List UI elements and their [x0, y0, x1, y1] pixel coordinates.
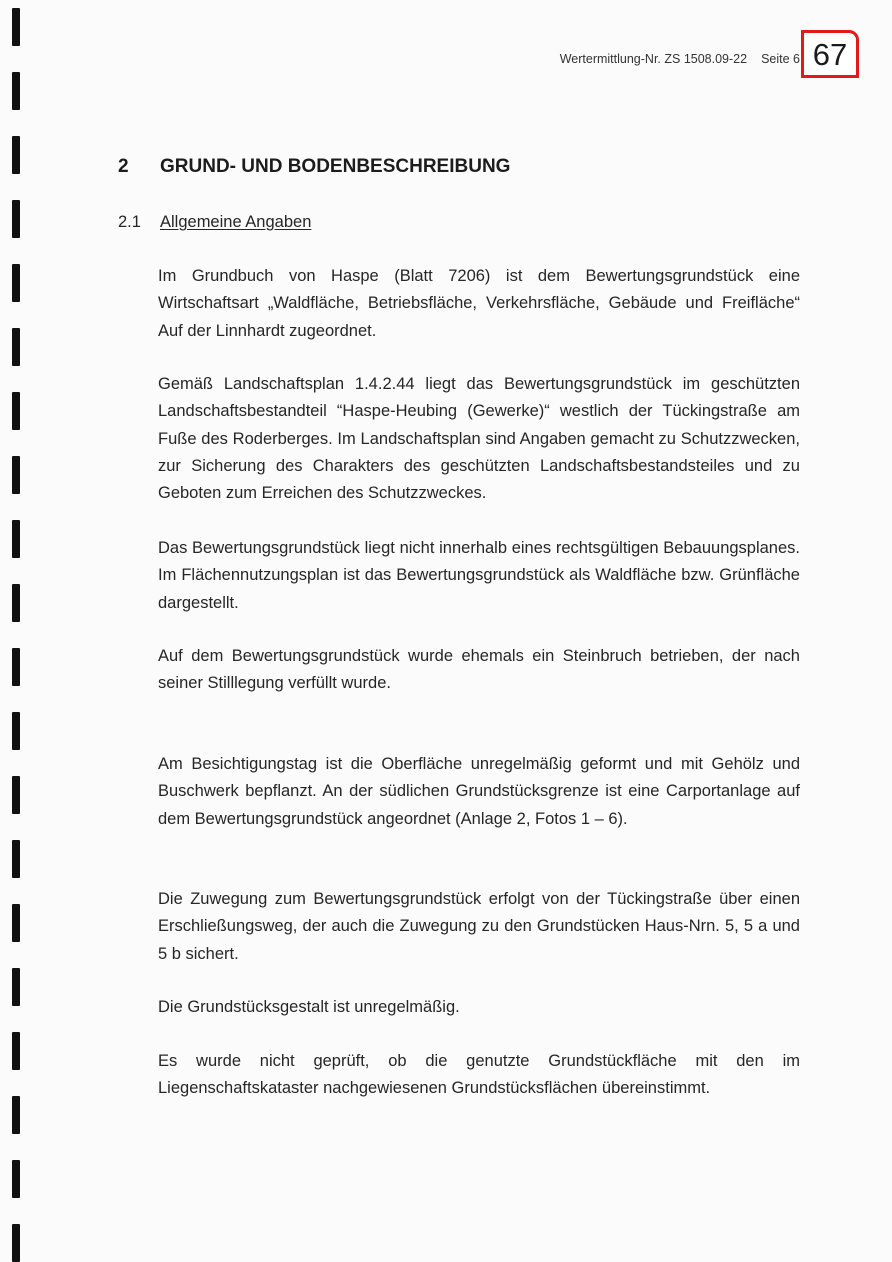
paragraph: Die Grundstücksgestalt ist unregelmäßig.	[158, 998, 460, 1016]
section-title: GRUND- UND BODENBESCHREIBUNG	[160, 156, 511, 177]
binder-hole	[12, 264, 20, 302]
paragraph: Das Bewertungsgrundstück liegt nicht innerhalb eines rechtsgültigen Bebauungsplanes. Im Flächennutzungsplan ist das Bewertungsgrundstück als Waldfläche bzw. Grünfläche dargestellt.	[158, 539, 800, 612]
binder-hole	[12, 840, 20, 878]
binder-hole	[12, 968, 20, 1006]
page-stamp	[801, 30, 859, 78]
binder-holes	[12, 0, 22, 1262]
binder-hole	[12, 1224, 20, 1262]
binder-hole	[12, 1096, 20, 1134]
binder-hole	[12, 72, 20, 110]
binder-hole	[12, 584, 20, 622]
paragraph: Es wurde nicht geprüft, ob die genutzte Grundstückfläche mit den im Liegenschaftskataster nachgewiesenen Grundstücksflächen übereinstimmt.	[158, 1052, 800, 1098]
binder-hole	[12, 648, 20, 686]
paragraph: Gemäß Landschaftsplan 1.4.2.44 liegt das Bewertungsgrundstück im geschützten Landschaftsbestandteil “Haspe-Heubing (Gewerke)“ westlich der Tückingstraße am Fuße des Roderberges. Im Landschaftsplan sind Angaben gemacht zu Schutzzwecken, zur Sicherung des Charakters des geschützten Landschaftsbestandsteiles und zu Geboten zum Erreichen des Schutzzweckes.	[158, 375, 800, 503]
paragraph: Die Zuwegung zum Bewertungsgrundstück erfolgt von der Tückingstraße über einen Erschließungsweg, der auch die Zuwegung zu den Grundstücken Haus-Nrn. 5, 5 a und 5 b sichert.	[158, 890, 800, 963]
subsection-title: Allgemeine Angaben	[160, 213, 312, 231]
paragraph: Am Besichtigungstag ist die Oberfläche unregelmäßig geformt und mit Gehölz und Buschwerk bepflanzt. An der südlichen Grundstücksgrenze ist eine Carportanlage auf dem Bewertungsgrundstück angeordnet (Anlage 2, Fotos 1 – 6).	[158, 755, 800, 828]
subsection-number: 2.1	[118, 213, 141, 231]
binder-hole	[12, 776, 20, 814]
binder-hole	[12, 456, 20, 494]
binder-hole	[12, 200, 20, 238]
binder-hole	[12, 904, 20, 942]
document-number: Wertermittlung-Nr. ZS 1508.09-22	[559, 52, 748, 66]
section-heading	[118, 156, 510, 178]
binder-hole	[12, 328, 20, 366]
subsection-heading	[118, 213, 311, 232]
page-header	[500, 52, 800, 66]
page-number: Seite 6	[761, 52, 800, 66]
binder-hole	[12, 392, 20, 430]
binder-hole	[12, 520, 20, 558]
binder-hole	[12, 8, 20, 46]
stamp-number: 67	[812, 37, 848, 72]
section-number: 2	[118, 156, 129, 177]
binder-hole	[12, 136, 20, 174]
paragraph: Im Grundbuch von Haspe (Blatt 7206) ist dem Bewertungsgrundstück eine Wirtschaftsart „Waldfläche, Betriebsfläche, Verkehrsfläche, Gebäude und Freifläche“ Auf der Linnhardt zugeordnet.	[158, 267, 800, 340]
binder-hole	[12, 1160, 20, 1198]
binder-hole	[12, 712, 20, 750]
paragraph: Auf dem Bewertungsgrundstück wurde ehemals ein Steinbruch betrieben, der nach seiner Stilllegung verfüllt wurde.	[158, 647, 800, 693]
binder-hole	[12, 1032, 20, 1070]
